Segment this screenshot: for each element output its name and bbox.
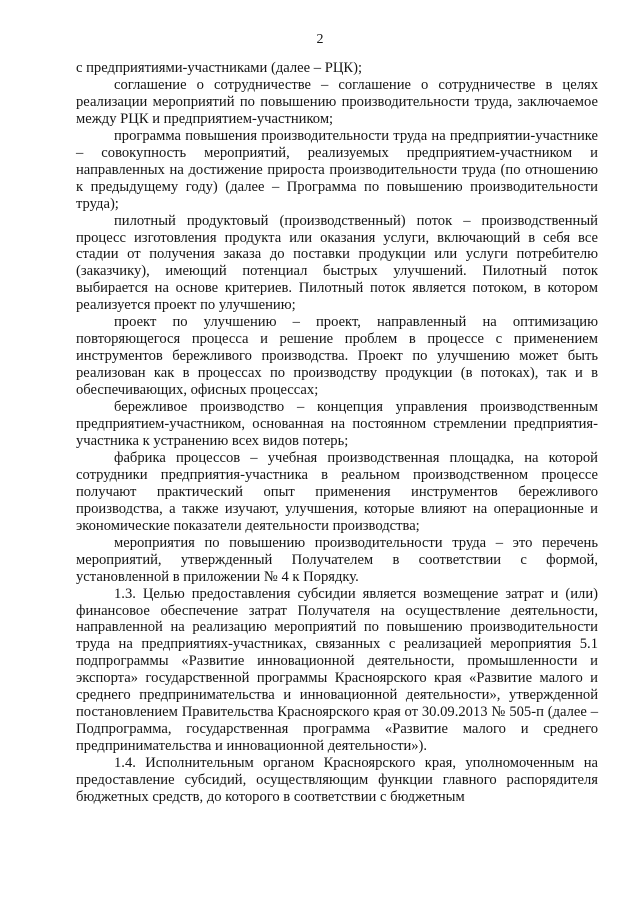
document-body — [76, 60, 598, 806]
page-number: 2 — [316, 32, 324, 47]
paragraph-definition-lean-production: бережливое производство – концепция управления производственным предприятием-участником, основанная на постоянном стремлении предприятия-участника к устранению всех видов потерь; — [76, 399, 598, 449]
paragraph-definition-improvement-project: проект по улучшению – проект, направленный на оптимизацию повторяющегося процесса и решение проблем в процессе с применением инструментов бережливого производства. Проект по улучшению может быть реализован как в процессах по производству продукции (в потоках), так и в обеспечивающих, офисных процессах; — [76, 314, 598, 399]
paragraph-definition-agreement: соглашение о сотрудничестве – соглашение о сотрудничестве в целях реализации мероприятий по повышению производительности труда, заключаемое между РЦК и предприятием-участником; — [76, 76, 598, 127]
paragraph-section-1-3: 1.3. Целью предоставления субсидии является возмещение затрат и (или) финансовое обеспечение затрат Получателя на осуществление деятельности, направленной на реализацию мероприятий по повышению производительности труда на предприятиях-участниках, связанных с реализацией мероприятия 5.1 подпрограммы «Развитие инновационной деятельности, промышленности и экспорта» государственной программы Красноярского края «Развитие малого и среднего предпринимательства и инновационной деятельности», утвержденной постановлением Правительства Красноярского края от 30.09.2013 № 505-п (далее – Подпрограмма, государственная программа «Развитие малого и среднего предпринимательства и инновационной деятельности»). — [76, 585, 598, 755]
paragraph-continuation: с предприятиями-участниками (далее – РЦК); — [76, 60, 363, 76]
paragraph-definition-pilot-flow: пилотный продуктовый (производственный) поток – производственный процесс изготовления продукта или оказания услуги, включающий в себя все стадии от получения заказа до поставки продукции или услуги потребителю (заказчику), имеющий потенциал быстрых улучшений. Пилотный поток выбирается на основе критериев. Пилотный поток является потоком, в котором реализуется проект по улучшению; — [76, 212, 598, 314]
paragraph-section-1-4: 1.4. Исполнительным органом Красноярского края, уполномоченным на предоставление субсидий, осуществляющим функции главного распорядителя бюджетных средств, до которого в соответствии с бюджетным — [76, 755, 598, 805]
paragraph-definition-program: программа повышения производительности труда на предприятии-участнике – совокупность мероприятий, реализуемых предприятием-участником и направленных на достижение прироста производительности труда (по отношению к предыдущему году) (далее – Программа по повышению производительности труда); — [76, 127, 598, 212]
paragraph-definition-measures: мероприятия по повышению производительности труда – это перечень мероприятий, утвержденный Получателем в соответствии с формой, установленной в приложении № 4 к Порядку. — [76, 534, 598, 585]
paragraph-definition-process-factory: фабрика процессов – учебная производственная площадка, на которой сотрудники предприятия-участника в реальном производственном процессе получают практический опыт применения инструментов бережливого производства, а также изучают, улучшения, которые влияют на операционные и экономические показатели деятельности производства; — [76, 449, 598, 534]
